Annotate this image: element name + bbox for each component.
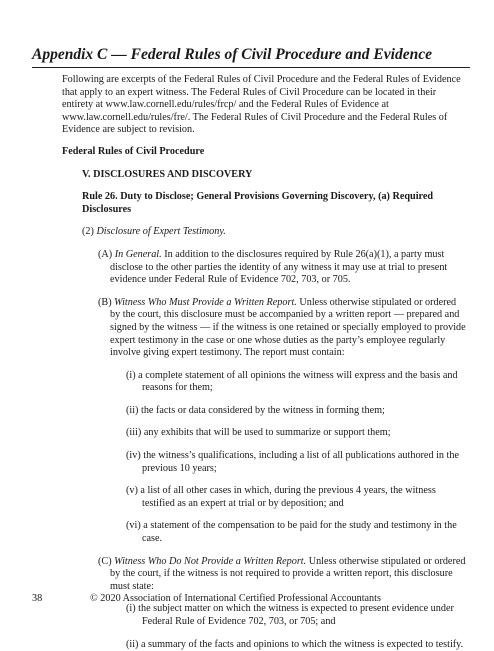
rule-title: Rule 26. Duty to Disclose; General Provisions Governing Discovery, (a) Required Disclosures: [82, 191, 434, 215]
paragraph-2: [82, 226, 466, 239]
list-item: (vi) a statement of the compensation to be paid for the study and testimony in the case.: [126, 520, 457, 545]
list-item: (i) the subject matter on which the witness is expected to present evidence under Federal Rule of Evidence 702, 703, or 705; and: [126, 603, 454, 627]
copyright-notice: © 2020 Association of International Certified Professional Accountants: [90, 593, 381, 604]
paragraph-A-text: In addition to the disclosures required by Rule 26(a)(1), a party must disclose to the other parties the identity of any witness it may use at trial to present evidence under Federal Rule of Evidence 702, 703, or 705.: [110, 248, 448, 286]
paragraph-A-label: (A): [98, 248, 115, 260]
paragraph-C-label: (C): [98, 555, 115, 567]
document-body: [62, 74, 466, 651]
paragraph-C-title: Witness Who Do Not Provide a Written Report.: [114, 555, 307, 567]
page-number: 38: [32, 593, 43, 604]
list-item: (iii) any exhibits that will be used to summarize or support them;: [126, 427, 391, 439]
paragraph-B-title: Witness Who Must Provide a Written Report.: [114, 296, 297, 308]
intro-paragraph: Following are excerpts of the Federal Rules of Civil Procedure and the Federal Rules of Evidence that apply to an expert witness. The Federal Rules of Civil Procedure can be located in their entirety at www.law.cornell.edu/rules/frcp/ and the Federal Rules of Evidence at www.law.cornell.edu/rules/fre/. The Federal Rules of Civil Procedure and the Federal Rules of Evidence are subject to revision.: [62, 74, 461, 136]
paragraph-2-title: Disclosure of Expert Testimony.: [96, 226, 226, 238]
paragraph-C-text: Unless otherwise stipulated or ordered by the court, if the witness is not required to provide a written report, this disclosure must state:: [110, 555, 466, 592]
list-item: (ii) the facts or data considered by the witness in forming them;: [126, 404, 385, 416]
section-title: Federal Rules of Civil Procedure: [62, 145, 205, 157]
list-item: (ii) a summary of the facts and opinions to which the witness is expected to testify.: [126, 638, 464, 650]
paragraph-A: [98, 249, 466, 287]
paragraph-A-title: In General.: [114, 248, 162, 260]
paragraph-C: [98, 556, 466, 594]
list-item: (v) a list of all other cases in which, during the previous 4 years, the witness testified as an expert at trial or by deposition; and: [126, 485, 436, 509]
paragraph-B: [98, 297, 466, 360]
list-item: (i) a complete statement of all opinions the witness will express and the basis and reasons for them;: [126, 369, 458, 394]
list-item: (iv) the witness’s qualifications, including a list of all publications authored in the previous 10 years;: [126, 450, 460, 474]
subsection-title: V. DISCLOSURES AND DISCOVERY: [82, 168, 253, 180]
paragraph-B-label: (B): [98, 296, 115, 308]
paragraph-2-label: (2): [82, 226, 97, 238]
heading-rule: [32, 67, 470, 68]
page-heading: Appendix C — Federal Rules of Civil Procedure and Evidence: [32, 46, 432, 63]
paragraph-B-text: Unless otherwise stipulated or ordered by the court, this disclosure must be accompanied by a written report — prepared and signed by the witness — if the witness is one retained or specially employed to provide expert testimony in the case or one whose duties as the party’s employee regularly involve giving expert testimony. The report must contain:: [110, 296, 466, 359]
